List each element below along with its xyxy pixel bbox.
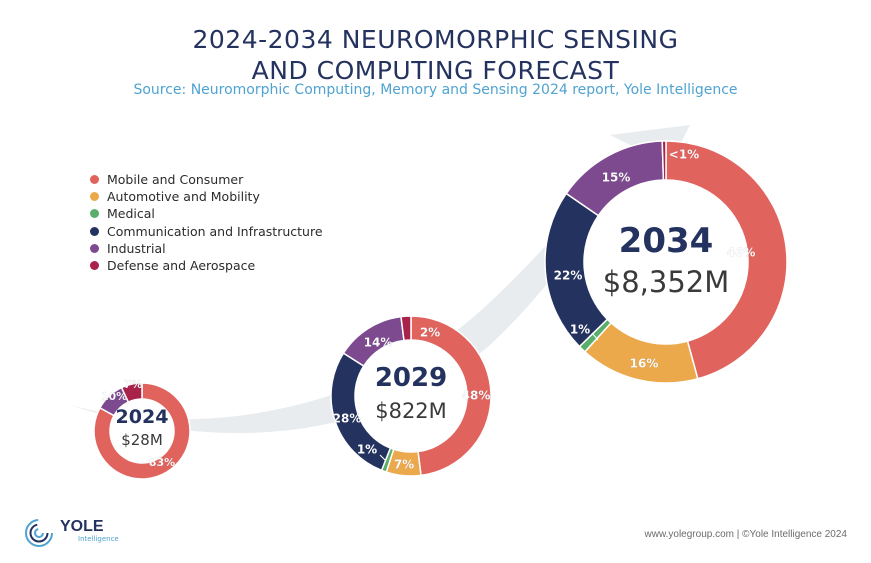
donut-total: $28M: [121, 431, 163, 449]
legend-item: [90, 240, 323, 257]
segment-label: 10%: [100, 390, 128, 403]
legend-item: [90, 257, 323, 274]
segment-label: 83%: [148, 456, 176, 469]
legend-label: Automotive and Mobility: [107, 189, 260, 205]
yole-logo: [24, 518, 119, 548]
logo-name: YOLE: [60, 518, 104, 535]
legend-item: [90, 223, 323, 240]
chart-subtitle: Source: Neuromorphic Computing, Memory and Sensing 2024 report, Yole Intelligence: [133, 82, 738, 98]
legend-swatch: [90, 192, 99, 201]
legend-label: Mobile and Consumer: [107, 172, 244, 188]
annotation-label: 1%: [569, 322, 591, 337]
segment-label: 2%: [419, 325, 441, 340]
chart-title: [0, 24, 871, 86]
donut-2024: [94, 378, 190, 479]
donut-segment: [662, 141, 666, 180]
legend-label: Communication and Infrastructure: [107, 223, 323, 239]
segment-label: 46%: [726, 245, 756, 260]
donut-2029: [331, 316, 491, 476]
legend-swatch: [90, 227, 99, 236]
donut-total: $822M: [375, 399, 447, 423]
legend-swatch: [90, 244, 99, 253]
legend-label: Defense and Aerospace: [107, 258, 256, 274]
annotation-label: 1%: [356, 442, 378, 457]
legend-label: Industrial: [107, 240, 166, 256]
donut-year: 2024: [115, 406, 169, 428]
donut-hole: [585, 181, 748, 344]
donut-total: $8,352M: [602, 265, 730, 299]
segment-label: 7%: [393, 457, 415, 472]
segment-label: 48%: [461, 388, 491, 403]
legend-swatch: [90, 209, 99, 218]
legend-item: [90, 188, 323, 205]
title-line-2: AND COMPUTING FORECAST: [251, 56, 620, 85]
legend-item: [90, 205, 323, 222]
segment-label: 15%: [601, 170, 631, 185]
donut-year: 2034: [618, 221, 714, 261]
donut-hole: [356, 341, 467, 452]
segment-label: 16%: [629, 356, 659, 371]
segment-label: <1%: [668, 147, 700, 162]
yole-spiral-icon: [24, 518, 54, 548]
legend: [90, 171, 323, 274]
legend-swatch: [90, 261, 99, 270]
segment-label: 28%: [332, 411, 362, 426]
title-line-1: 2024-2034 NEUROMORPHIC SENSING: [192, 25, 679, 54]
donut-year: 2029: [374, 363, 448, 393]
donut-2034: [545, 141, 787, 383]
segment-label: 14%: [363, 335, 393, 350]
footer-credit: www.yolegroup.com | ©Yole Intelligence 2024: [644, 529, 847, 540]
segment-label: 22%: [553, 268, 583, 283]
legend-label: Medical: [107, 206, 155, 222]
logo-sub: Intelligence: [78, 535, 119, 543]
legend-swatch: [90, 175, 99, 184]
legend-item: [90, 171, 323, 188]
segment-label: 7%: [123, 378, 143, 391]
